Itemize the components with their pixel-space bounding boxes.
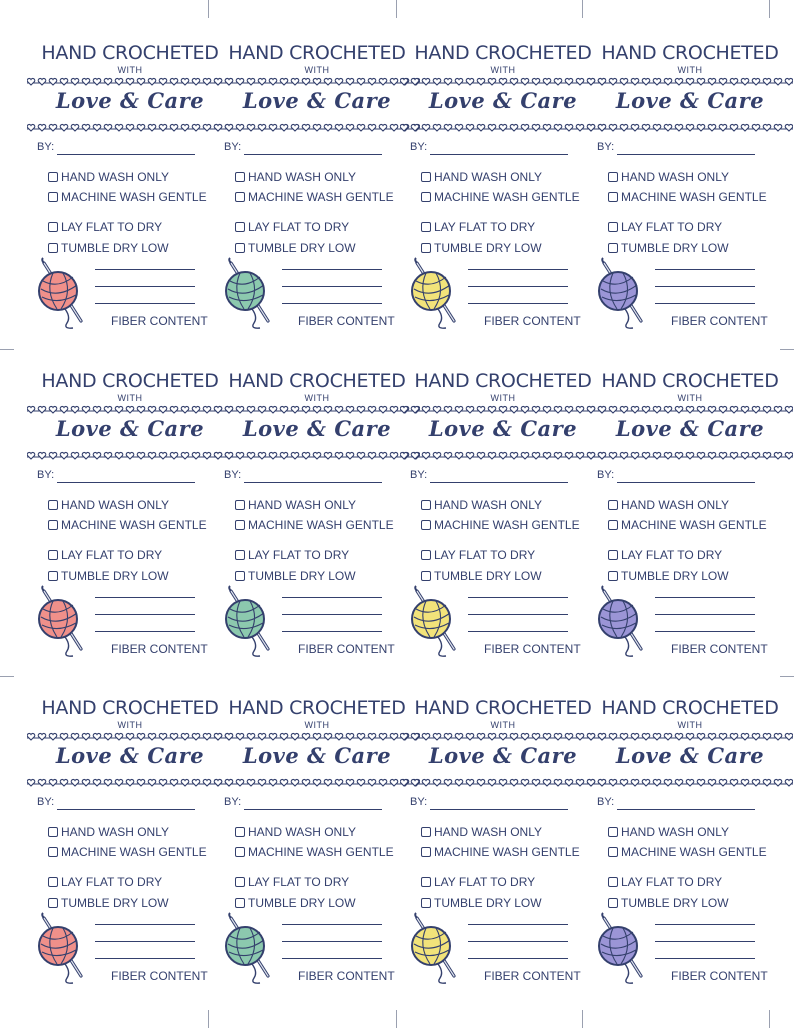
care-label-r2-c1 — [37, 360, 223, 687]
checkbox-icon[interactable] — [235, 550, 245, 560]
crop-mark — [208, 1010, 209, 1028]
title-accent-letter: C — [102, 697, 116, 719]
yarn-ball-icon — [597, 585, 649, 657]
option-hand-wash[interactable]: HAND WASH ONLY — [421, 498, 542, 512]
title-accent-letter: C — [662, 42, 676, 64]
by-field-line[interactable] — [244, 482, 382, 483]
crop-mark — [780, 349, 794, 350]
option-hand-wash[interactable]: HAND WASH ONLY — [421, 170, 542, 184]
option-tumble-dry[interactable]: TUMBLE DRY LOW — [421, 241, 542, 255]
title-accent-letter: C — [475, 370, 489, 392]
checkbox-icon[interactable] — [48, 847, 58, 857]
fiber-content-label: FIBER CONTENT — [111, 642, 208, 656]
crop-mark — [0, 349, 14, 350]
option-machine-wash[interactable]: MACHINE WASH GENTLE — [421, 845, 580, 859]
care-label-r2-c4 — [597, 360, 783, 687]
checkbox-icon[interactable] — [421, 243, 431, 253]
label-subtitle: WITH — [304, 65, 330, 75]
option-machine-wash[interactable]: MACHINE WASH GENTLE — [235, 845, 394, 859]
option-machine-wash[interactable]: MACHINE WASH GENTLE — [608, 845, 767, 859]
title-accent-letter: C — [102, 42, 116, 64]
checkbox-icon[interactable] — [608, 520, 618, 530]
yarn-ball-icon — [597, 912, 649, 984]
label-subtitle: WITH — [677, 65, 703, 75]
yarn-ball-icon — [224, 257, 276, 329]
crop-mark — [582, 1010, 583, 1028]
checkbox-icon[interactable] — [608, 172, 618, 182]
love-care-script: Love & Care — [55, 88, 205, 113]
fiber-content-label: FIBER CONTENT — [298, 969, 395, 983]
checkbox-icon[interactable] — [48, 827, 58, 837]
fiber-line[interactable] — [655, 614, 755, 615]
heart-border-icon — [27, 122, 233, 136]
checkbox-icon[interactable] — [608, 847, 618, 857]
checkbox-icon[interactable] — [48, 222, 58, 232]
fiber-content-label: FIBER CONTENT — [298, 314, 395, 328]
fiber-line[interactable] — [468, 303, 568, 304]
option-machine-wash[interactable]: MACHINE WASH GENTLE — [48, 190, 207, 204]
option-tumble-dry[interactable]: TUMBLE DRY LOW — [421, 569, 542, 583]
checkbox-icon[interactable] — [235, 898, 245, 908]
heart-border-icon — [400, 122, 606, 136]
yarn-ball-icon — [37, 585, 89, 657]
love-care-script: Love & Care — [615, 416, 765, 441]
fiber-line[interactable] — [282, 614, 382, 615]
label-title: HAND CROCHETED — [601, 42, 779, 64]
by-field-line[interactable] — [617, 482, 755, 483]
option-hand-wash[interactable]: HAND WASH ONLY — [48, 170, 169, 184]
fiber-line[interactable] — [468, 958, 568, 959]
by-field-line[interactable] — [430, 482, 568, 483]
heart-border-icon — [587, 122, 793, 136]
love-care-script: Love & Care — [428, 416, 578, 441]
crop-mark — [769, 1010, 770, 1028]
checkbox-icon[interactable] — [235, 520, 245, 530]
label-subtitle: WITH — [117, 720, 143, 730]
fiber-line[interactable] — [468, 286, 568, 287]
crop-mark — [582, 0, 583, 18]
fiber-line[interactable] — [95, 303, 195, 304]
care-label-r1-c3 — [410, 32, 596, 359]
option-machine-wash[interactable]: MACHINE WASH GENTLE — [235, 518, 394, 532]
fiber-line[interactable] — [95, 597, 195, 598]
checkbox-icon[interactable] — [608, 243, 618, 253]
by-label: BY: — [37, 469, 55, 481]
fiber-content-label: FIBER CONTENT — [111, 969, 208, 983]
care-label-r3-c1 — [37, 687, 223, 1014]
checkbox-icon[interactable] — [421, 847, 431, 857]
checkbox-icon[interactable] — [48, 877, 58, 887]
title-accent-letter: C — [475, 42, 489, 64]
by-field-line[interactable] — [244, 154, 382, 155]
title-accent-letter: C — [289, 370, 303, 392]
option-lay-flat[interactable]: LAY FLAT TO DRY — [48, 548, 162, 562]
option-lay-flat[interactable]: LAY FLAT TO DRY — [235, 875, 349, 889]
fiber-line[interactable] — [468, 924, 568, 925]
option-machine-wash[interactable]: MACHINE WASH GENTLE — [421, 518, 580, 532]
by-field-line[interactable] — [57, 154, 195, 155]
checkbox-icon[interactable] — [48, 172, 58, 182]
title-accent-letter: C — [102, 370, 116, 392]
label-title: HAND CROCHETED — [228, 370, 406, 392]
love-care-script: Love & Care — [55, 743, 205, 768]
fiber-line[interactable] — [95, 614, 195, 615]
fiber-line[interactable] — [468, 269, 568, 270]
love-care-script: Love & Care — [55, 416, 205, 441]
heart-border-icon — [27, 450, 233, 464]
checkbox-icon[interactable] — [421, 520, 431, 530]
fiber-content-label: FIBER CONTENT — [671, 314, 768, 328]
option-lay-flat[interactable]: LAY FLAT TO DRY — [48, 220, 162, 234]
by-label: BY: — [37, 141, 55, 153]
fiber-line[interactable] — [95, 631, 195, 632]
heart-border-icon — [214, 122, 420, 136]
yarn-ball-icon — [410, 257, 462, 329]
crop-mark — [769, 0, 770, 18]
checkbox-icon[interactable] — [48, 571, 58, 581]
love-care-script: Love & Care — [242, 416, 392, 441]
yarn-ball-icon — [410, 585, 462, 657]
option-machine-wash[interactable]: MACHINE WASH GENTLE — [608, 190, 767, 204]
fiber-line[interactable] — [282, 597, 382, 598]
checkbox-icon[interactable] — [421, 550, 431, 560]
title-accent-letter: C — [475, 697, 489, 719]
checkbox-icon[interactable] — [235, 172, 245, 182]
fiber-line[interactable] — [95, 286, 195, 287]
option-hand-wash[interactable]: HAND WASH ONLY — [235, 170, 356, 184]
yarn-ball-icon — [597, 257, 649, 329]
checkbox-icon[interactable] — [608, 222, 618, 232]
care-label-r1-c2 — [224, 32, 410, 359]
fiber-line[interactable] — [95, 924, 195, 925]
heart-border-icon — [400, 777, 606, 791]
option-hand-wash[interactable]: HAND WASH ONLY — [608, 498, 729, 512]
heart-border-icon — [27, 777, 233, 791]
title-accent-letter: C — [662, 697, 676, 719]
fiber-content-label: FIBER CONTENT — [484, 969, 581, 983]
fiber-line[interactable] — [282, 631, 382, 632]
label-title: HAND CROCHETED — [601, 697, 779, 719]
by-label: BY: — [224, 141, 242, 153]
option-hand-wash[interactable]: HAND WASH ONLY — [608, 825, 729, 839]
fiber-line[interactable] — [95, 958, 195, 959]
checkbox-icon[interactable] — [421, 172, 431, 182]
by-field-line[interactable] — [617, 809, 755, 810]
by-label: BY: — [410, 469, 428, 481]
checkbox-icon[interactable] — [235, 827, 245, 837]
checkbox-icon[interactable] — [421, 877, 431, 887]
heart-border-icon — [587, 450, 793, 464]
checkbox-icon[interactable] — [608, 827, 618, 837]
checkbox-icon[interactable] — [48, 500, 58, 510]
fiber-line[interactable] — [282, 958, 382, 959]
yarn-ball-icon — [224, 585, 276, 657]
title-accent-letter: C — [662, 370, 676, 392]
label-title: HAND CROCHETED — [414, 42, 592, 64]
fiber-line[interactable] — [655, 597, 755, 598]
crop-mark — [208, 0, 209, 18]
fiber-line[interactable] — [282, 269, 382, 270]
by-label: BY: — [224, 796, 242, 808]
love-care-script: Love & Care — [615, 743, 765, 768]
label-title: HAND CROCHETED — [41, 370, 219, 392]
care-label-r3-c4 — [597, 687, 783, 1014]
option-lay-flat[interactable]: LAY FLAT TO DRY — [421, 548, 535, 562]
option-lay-flat[interactable]: LAY FLAT TO DRY — [421, 875, 535, 889]
by-field-line[interactable] — [430, 154, 568, 155]
option-hand-wash[interactable]: HAND WASH ONLY — [48, 498, 169, 512]
by-label: BY: — [597, 141, 615, 153]
care-label-r2-c3 — [410, 360, 596, 687]
option-lay-flat[interactable]: LAY FLAT TO DRY — [421, 220, 535, 234]
by-label: BY: — [410, 796, 428, 808]
by-field-line[interactable] — [57, 482, 195, 483]
yarn-ball-icon — [37, 257, 89, 329]
fiber-line[interactable] — [655, 924, 755, 925]
label-title: HAND CROCHETED — [228, 697, 406, 719]
fiber-line[interactable] — [468, 941, 568, 942]
checkbox-icon[interactable] — [48, 520, 58, 530]
fiber-line[interactable] — [655, 941, 755, 942]
label-title: HAND CROCHETED — [414, 370, 592, 392]
label-title: HAND CROCHETED — [601, 370, 779, 392]
fiber-content-label: FIBER CONTENT — [484, 642, 581, 656]
option-tumble-dry[interactable]: TUMBLE DRY LOW — [235, 896, 356, 910]
checkbox-icon[interactable] — [421, 898, 431, 908]
fiber-line[interactable] — [655, 958, 755, 959]
checkbox-icon[interactable] — [235, 571, 245, 581]
checkbox-icon[interactable] — [235, 500, 245, 510]
fiber-line[interactable] — [655, 303, 755, 304]
label-subtitle: WITH — [490, 720, 516, 730]
love-care-script: Love & Care — [242, 88, 392, 113]
label-subtitle: WITH — [677, 720, 703, 730]
label-title: HAND CROCHETED — [228, 42, 406, 64]
fiber-line[interactable] — [282, 303, 382, 304]
care-label-r1-c4 — [597, 32, 783, 359]
checkbox-icon[interactable] — [235, 877, 245, 887]
crop-mark — [396, 0, 397, 18]
option-tumble-dry[interactable]: TUMBLE DRY LOW — [608, 896, 729, 910]
fiber-line[interactable] — [655, 631, 755, 632]
checkbox-icon[interactable] — [235, 243, 245, 253]
heart-border-icon — [400, 450, 606, 464]
love-care-script: Love & Care — [242, 743, 392, 768]
checkbox-icon[interactable] — [48, 243, 58, 253]
option-lay-flat[interactable]: LAY FLAT TO DRY — [235, 220, 349, 234]
option-tumble-dry[interactable]: TUMBLE DRY LOW — [48, 896, 169, 910]
checkbox-icon[interactable] — [608, 500, 618, 510]
checkbox-icon[interactable] — [608, 571, 618, 581]
option-tumble-dry[interactable]: TUMBLE DRY LOW — [48, 241, 169, 255]
label-subtitle: WITH — [117, 65, 143, 75]
heart-border-icon — [214, 450, 420, 464]
label-subtitle: WITH — [304, 720, 330, 730]
by-label: BY: — [410, 141, 428, 153]
checkbox-icon[interactable] — [608, 898, 618, 908]
checkbox-icon[interactable] — [48, 192, 58, 202]
care-label-r2-c2 — [224, 360, 410, 687]
love-care-script: Love & Care — [615, 88, 765, 113]
option-lay-flat[interactable]: LAY FLAT TO DRY — [608, 875, 722, 889]
checkbox-icon[interactable] — [48, 898, 58, 908]
fiber-content-label: FIBER CONTENT — [298, 642, 395, 656]
option-machine-wash[interactable]: MACHINE WASH GENTLE — [421, 190, 580, 204]
fiber-line[interactable] — [95, 941, 195, 942]
option-tumble-dry[interactable]: TUMBLE DRY LOW — [608, 569, 729, 583]
care-label-r1-c1 — [37, 32, 223, 359]
fiber-line[interactable] — [282, 924, 382, 925]
fiber-line[interactable] — [655, 286, 755, 287]
crop-mark — [780, 676, 794, 677]
by-field-line[interactable] — [57, 809, 195, 810]
label-title: HAND CROCHETED — [41, 42, 219, 64]
checkbox-icon[interactable] — [421, 222, 431, 232]
crop-mark — [0, 676, 14, 677]
option-tumble-dry[interactable]: TUMBLE DRY LOW — [235, 569, 356, 583]
label-subtitle: WITH — [304, 393, 330, 403]
checkbox-icon[interactable] — [421, 500, 431, 510]
checkbox-icon[interactable] — [421, 571, 431, 581]
option-tumble-dry[interactable]: TUMBLE DRY LOW — [235, 241, 356, 255]
option-machine-wash[interactable]: MACHINE WASH GENTLE — [235, 190, 394, 204]
title-accent-letter: C — [289, 697, 303, 719]
option-machine-wash[interactable]: MACHINE WASH GENTLE — [48, 845, 207, 859]
option-lay-flat[interactable]: LAY FLAT TO DRY — [608, 548, 722, 562]
crop-mark — [396, 1010, 397, 1028]
fiber-line[interactable] — [655, 269, 755, 270]
fiber-line[interactable] — [468, 614, 568, 615]
fiber-content-label: FIBER CONTENT — [111, 314, 208, 328]
option-hand-wash[interactable]: HAND WASH ONLY — [608, 170, 729, 184]
label-title: HAND CROCHETED — [414, 697, 592, 719]
title-accent-letter: C — [289, 42, 303, 64]
fiber-content-label: FIBER CONTENT — [671, 969, 768, 983]
fiber-content-label: FIBER CONTENT — [484, 314, 581, 328]
yarn-ball-icon — [37, 912, 89, 984]
by-field-line[interactable] — [244, 809, 382, 810]
yarn-ball-icon — [224, 912, 276, 984]
option-lay-flat[interactable]: LAY FLAT TO DRY — [608, 220, 722, 234]
option-tumble-dry[interactable]: TUMBLE DRY LOW — [421, 896, 542, 910]
by-label: BY: — [37, 796, 55, 808]
by-label: BY: — [224, 469, 242, 481]
love-care-script: Love & Care — [428, 743, 578, 768]
option-machine-wash[interactable]: MACHINE WASH GENTLE — [608, 518, 767, 532]
by-label: BY: — [597, 469, 615, 481]
label-subtitle: WITH — [490, 393, 516, 403]
fiber-line[interactable] — [95, 269, 195, 270]
fiber-line[interactable] — [468, 597, 568, 598]
by-field-line[interactable] — [430, 809, 568, 810]
checkbox-icon[interactable] — [608, 877, 618, 887]
love-care-script: Love & Care — [428, 88, 578, 113]
checkbox-icon[interactable] — [421, 192, 431, 202]
option-tumble-dry[interactable]: TUMBLE DRY LOW — [608, 241, 729, 255]
option-hand-wash[interactable]: HAND WASH ONLY — [421, 825, 542, 839]
label-title: HAND CROCHETED — [41, 697, 219, 719]
checkbox-icon[interactable] — [421, 827, 431, 837]
option-lay-flat[interactable]: LAY FLAT TO DRY — [48, 875, 162, 889]
option-hand-wash[interactable]: HAND WASH ONLY — [48, 825, 169, 839]
heart-border-icon — [587, 777, 793, 791]
care-label-r3-c3 — [410, 687, 596, 1014]
option-machine-wash[interactable]: MACHINE WASH GENTLE — [48, 518, 207, 532]
fiber-line[interactable] — [282, 941, 382, 942]
checkbox-icon[interactable] — [608, 192, 618, 202]
yarn-ball-icon — [410, 912, 462, 984]
option-hand-wash[interactable]: HAND WASH ONLY — [235, 498, 356, 512]
checkbox-icon[interactable] — [48, 550, 58, 560]
fiber-line[interactable] — [468, 631, 568, 632]
option-hand-wash[interactable]: HAND WASH ONLY — [235, 825, 356, 839]
checkbox-icon[interactable] — [235, 192, 245, 202]
label-subtitle: WITH — [677, 393, 703, 403]
by-label: BY: — [597, 796, 615, 808]
heart-border-icon — [214, 777, 420, 791]
by-field-line[interactable] — [617, 154, 755, 155]
option-tumble-dry[interactable]: TUMBLE DRY LOW — [48, 569, 169, 583]
fiber-line[interactable] — [282, 286, 382, 287]
checkbox-icon[interactable] — [608, 550, 618, 560]
fiber-content-label: FIBER CONTENT — [671, 642, 768, 656]
checkbox-icon[interactable] — [235, 847, 245, 857]
label-subtitle: WITH — [117, 393, 143, 403]
care-label-r3-c2 — [224, 687, 410, 1014]
checkbox-icon[interactable] — [235, 222, 245, 232]
option-lay-flat[interactable]: LAY FLAT TO DRY — [235, 548, 349, 562]
label-subtitle: WITH — [490, 65, 516, 75]
